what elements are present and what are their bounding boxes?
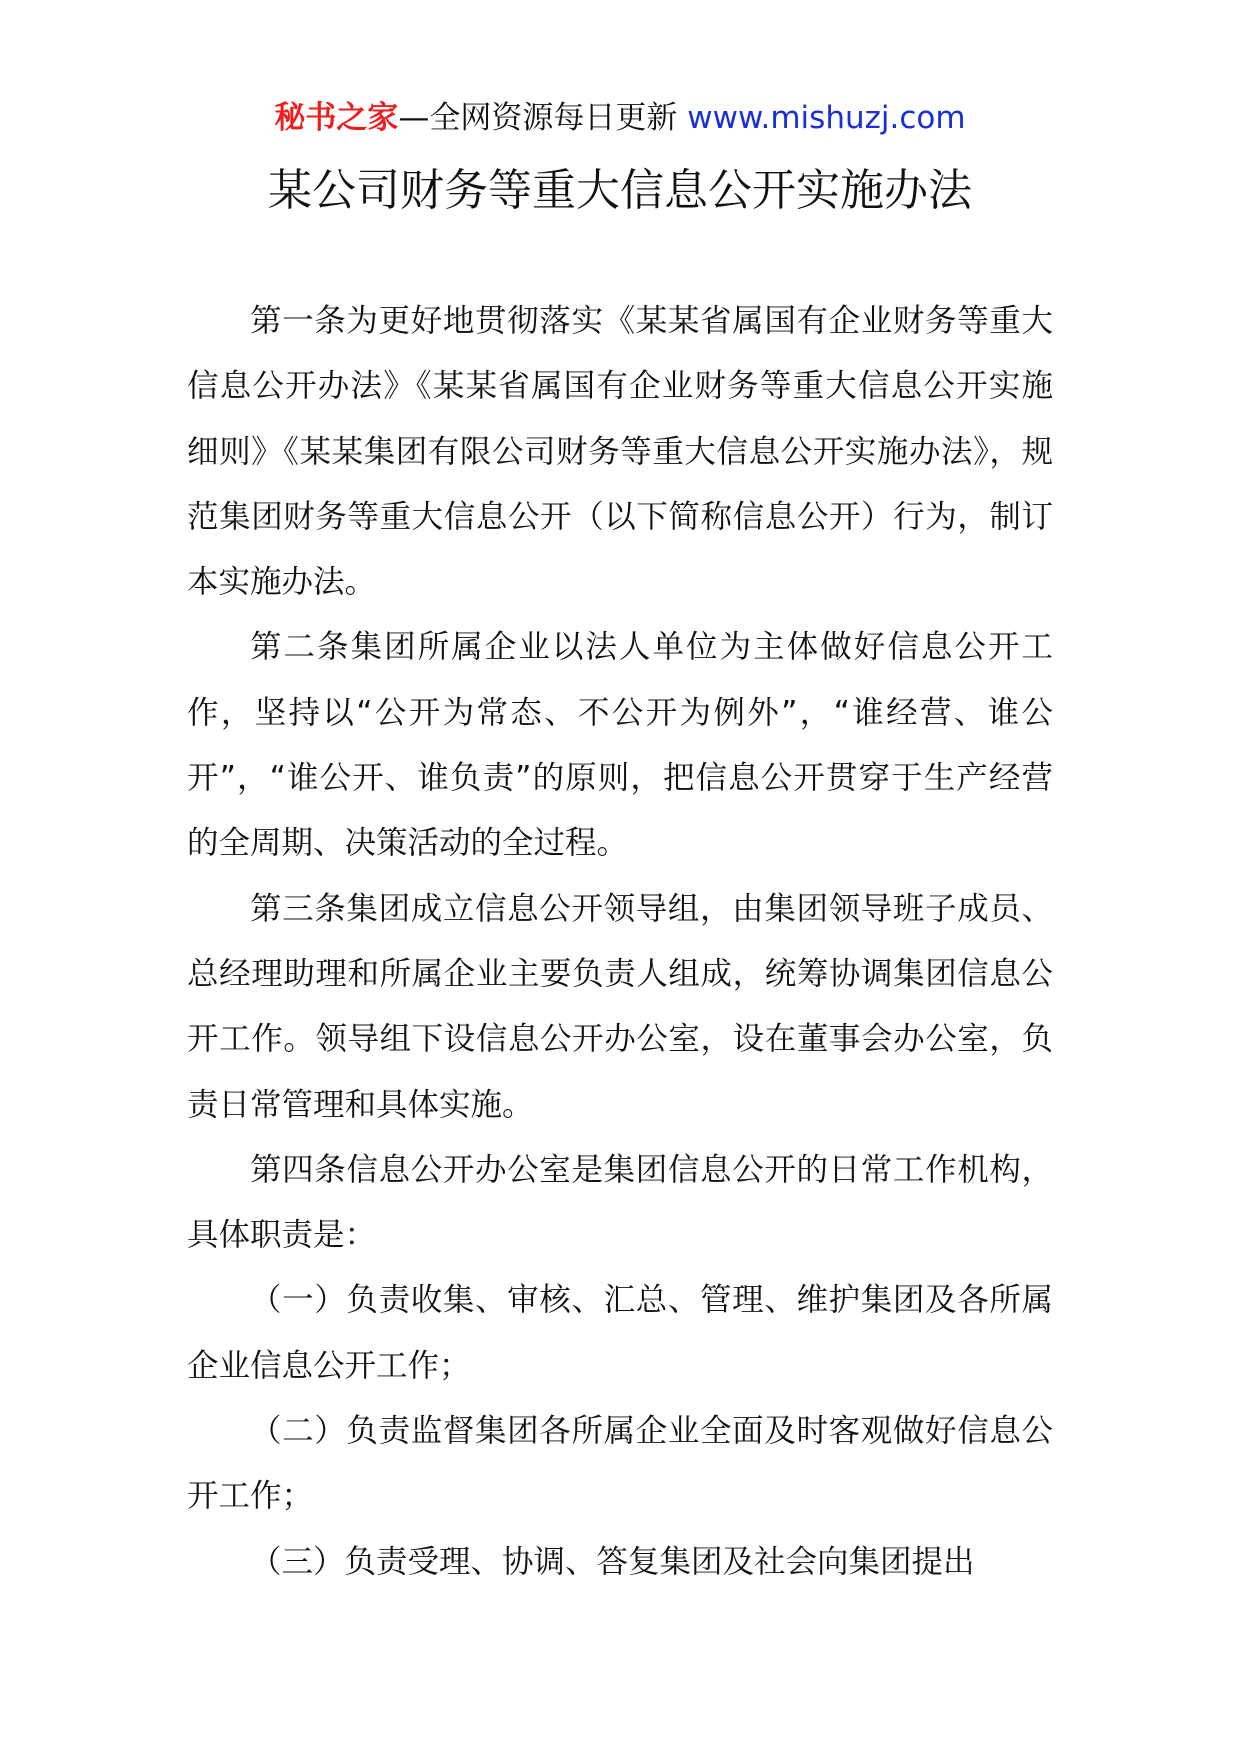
article-3-paragraph: 第三条集团成立信息公开领导组，由集团领导班子成员、总经理助理和所属企业主要负责人组成，统筹协调集团信息公开工作。领导组下设信息公开办公室，设在董事会办公室，负责日常管理和具体实施。 <box>187 890 1053 1123</box>
brand-name: 秘书之家 <box>274 100 399 136</box>
header-tagline: —全网资源每日更新 <box>398 100 678 136</box>
duty-item-2: （二）负责监督集团各所属企业全面及时客观做好信息公开工作； <box>187 1413 1053 1515</box>
document-body <box>187 289 1053 1595</box>
site-header <box>0 98 1240 138</box>
article-4-paragraph: 第四条信息公开办公室是集团信息公开的日常工作机构，具体职责是： <box>187 1151 1053 1254</box>
duty-item-3: （三）负责受理、协调、答复集团及社会向集团提出 <box>250 1543 975 1580</box>
article-2-paragraph: 第二条集团所属企业以法人单位为主体做好信息公开工作，坚持以“公开为常态、不公开为例外”，“谁经营、谁公开”，“谁公开、谁负责”的原则，把信息公开贯穿于生产经营的全周期、决策活动的全过程。 <box>187 629 1053 862</box>
article-1-paragraph: 第一条为更好地贯彻落实《某某省属国有企业财务等重大信息公开办法》《某某省属国有企业财务等重大信息公开实施细则》《某某集团有限公司财务等重大信息公开实施办法》，规范集团财务等重大信息公开（以下简称信息公开）行为，制订本实施办法。 <box>187 303 1053 601</box>
document-title: 某公司财务等重大信息公开实施办法 <box>268 165 972 216</box>
duty-item-1: （一）负责收集、审核、汇总、管理、维护集团及各所属企业信息公开工作； <box>187 1282 1053 1384</box>
site-url-link[interactable]: www.mishuzj.com <box>687 100 966 136</box>
